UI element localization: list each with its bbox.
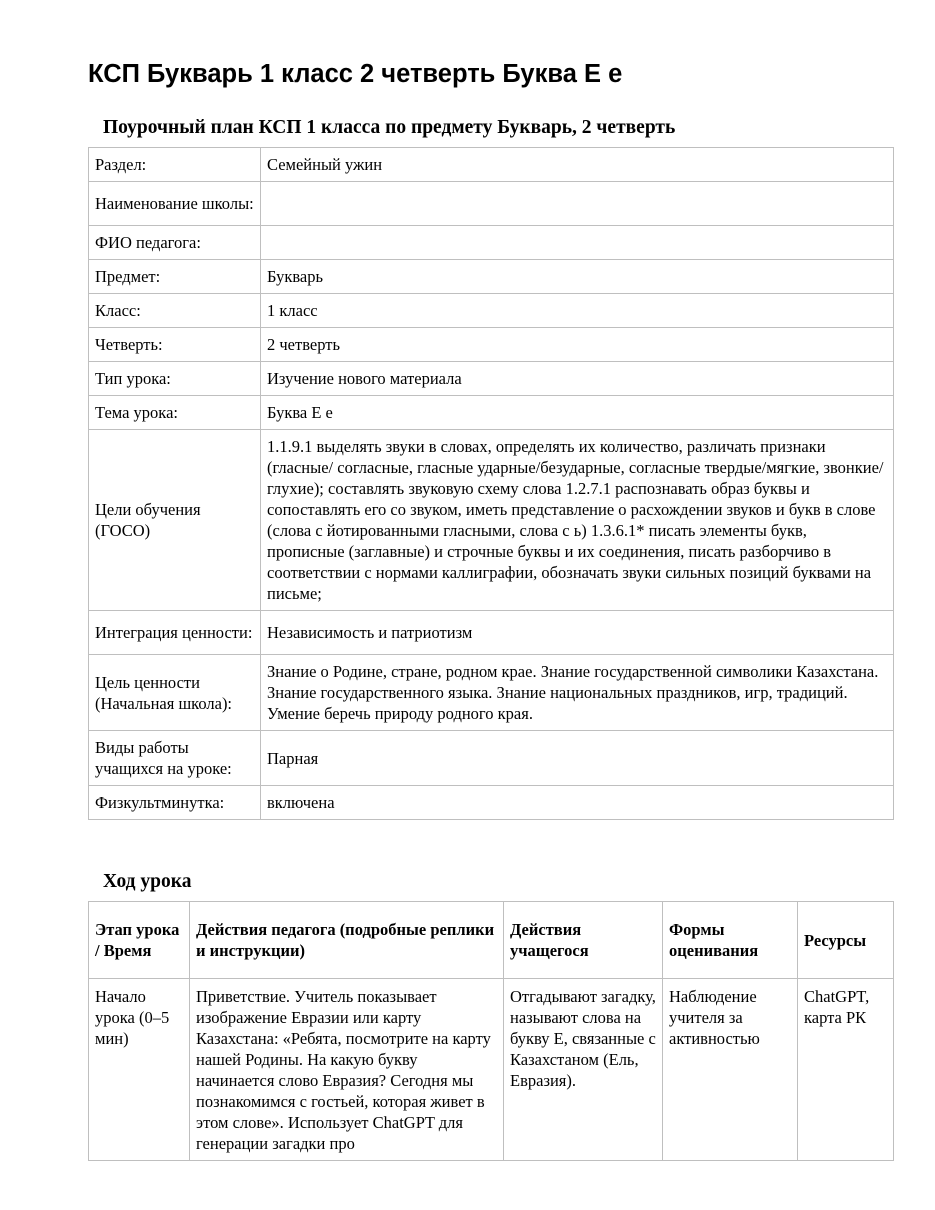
info-row-value-integration <box>89 611 894 655</box>
info-label: Цели обучения (ГОСО) <box>89 430 261 611</box>
info-row-value-goal <box>89 655 894 731</box>
info-row-school <box>89 182 894 226</box>
info-label: Интеграция ценности: <box>89 611 261 655</box>
course-heading: Ход урока <box>103 871 192 892</box>
info-value: Изучение нового материала <box>261 362 894 396</box>
info-value: 1.1.9.1 выделять звуки в словах, определять их количество, различать признаки (гласные/ согласные, гласные ударные/безударные, согласные твердые/мягкие, звонкие/глухие); составлять звуковую схему слова 1.2.7.1 распознавать образ буквы и сопоставлять его со звуком, иметь представление о расхождении звуков и букв в слове (слова с йотированными гласными, слова с ь) 1.3.6.1* писать элементы букв, прописные (заглавные) и строчные буквы и их соединения, писать разборчиво в соответствии с нормами каллиграфии, обозначать звуки сильных позиций буквами на письме; <box>261 430 894 611</box>
info-label: Предмет: <box>89 260 261 294</box>
info-row-subject <box>89 260 894 294</box>
info-value <box>261 182 894 226</box>
info-value <box>261 226 894 260</box>
info-row-grade <box>89 294 894 328</box>
lesson-info-table <box>88 147 894 820</box>
cell-teacher-actions: Приветствие. Учитель показывает изображение Евразии или карту Казахстана: «Ребята, посмотрите на карту нашей Родины. На какую букву начинается слово Евразия? Сегодня мы познакомимся с гостьей, которая живет в этом слове». Использует ChatGPT для генерации загадки про <box>190 979 504 1161</box>
info-label: Четверть: <box>89 328 261 362</box>
cell-resources: ChatGPT, карта РК <box>798 979 894 1161</box>
info-value: Знание о Родине, стране, родном крае. Знание государственной символики Казахстана. Знание государственного языка. Знание национальных праздников, игр, традиций. Умение беречь природу родного края. <box>261 655 894 731</box>
document-title: КСП Букварь 1 класс 2 четверть Буква Е е <box>88 60 623 88</box>
info-value: включена <box>261 786 894 820</box>
info-value: Парная <box>261 731 894 786</box>
info-value: Букварь <box>261 260 894 294</box>
info-label: Раздел: <box>89 148 261 182</box>
info-value: Семейный ужин <box>261 148 894 182</box>
info-label: Наименование школы: <box>89 182 261 226</box>
course-header-row <box>89 902 894 979</box>
info-value: 1 класс <box>261 294 894 328</box>
cell-assessment: Наблюдение учителя за активностью <box>663 979 798 1161</box>
column-header-resources: Ресурсы <box>798 902 894 979</box>
info-value: 2 четверть <box>261 328 894 362</box>
column-header-assessment: Формы оценивания <box>663 902 798 979</box>
info-value: Независимость и патриотизм <box>261 611 894 655</box>
info-label: Физкультминутка: <box>89 786 261 820</box>
info-row-work-types <box>89 731 894 786</box>
info-row-exercise-break <box>89 786 894 820</box>
info-row-section <box>89 148 894 182</box>
info-label: ФИО педагога: <box>89 226 261 260</box>
table-row <box>89 979 894 1161</box>
info-label: Тип урока: <box>89 362 261 396</box>
info-row-learning-goals <box>89 430 894 611</box>
cell-stage: Начало урока (0–5 мин) <box>89 979 190 1161</box>
info-label: Тема урока: <box>89 396 261 430</box>
info-row-teacher <box>89 226 894 260</box>
info-label: Класс: <box>89 294 261 328</box>
info-label: Виды работы учащихся на уроке: <box>89 731 261 786</box>
info-row-topic <box>89 396 894 430</box>
info-value: Буква Е е <box>261 396 894 430</box>
column-header-stage: Этап урока / Время <box>89 902 190 979</box>
column-header-student-actions: Действия учащегося <box>504 902 663 979</box>
info-row-quarter <box>89 328 894 362</box>
info-label: Цель ценности (Начальная школа): <box>89 655 261 731</box>
cell-student-actions: Отгадывают загадку, называют слова на букву Е, связанные с Казахстаном (Ель, Евразия). <box>504 979 663 1161</box>
lesson-course-table <box>88 901 894 1161</box>
column-header-teacher-actions: Действия педагога (подробные реплики и инструкции) <box>190 902 504 979</box>
plan-heading: Поурочный план КСП 1 класса по предмету Букварь, 2 четверть <box>103 117 676 138</box>
info-row-lesson-type <box>89 362 894 396</box>
